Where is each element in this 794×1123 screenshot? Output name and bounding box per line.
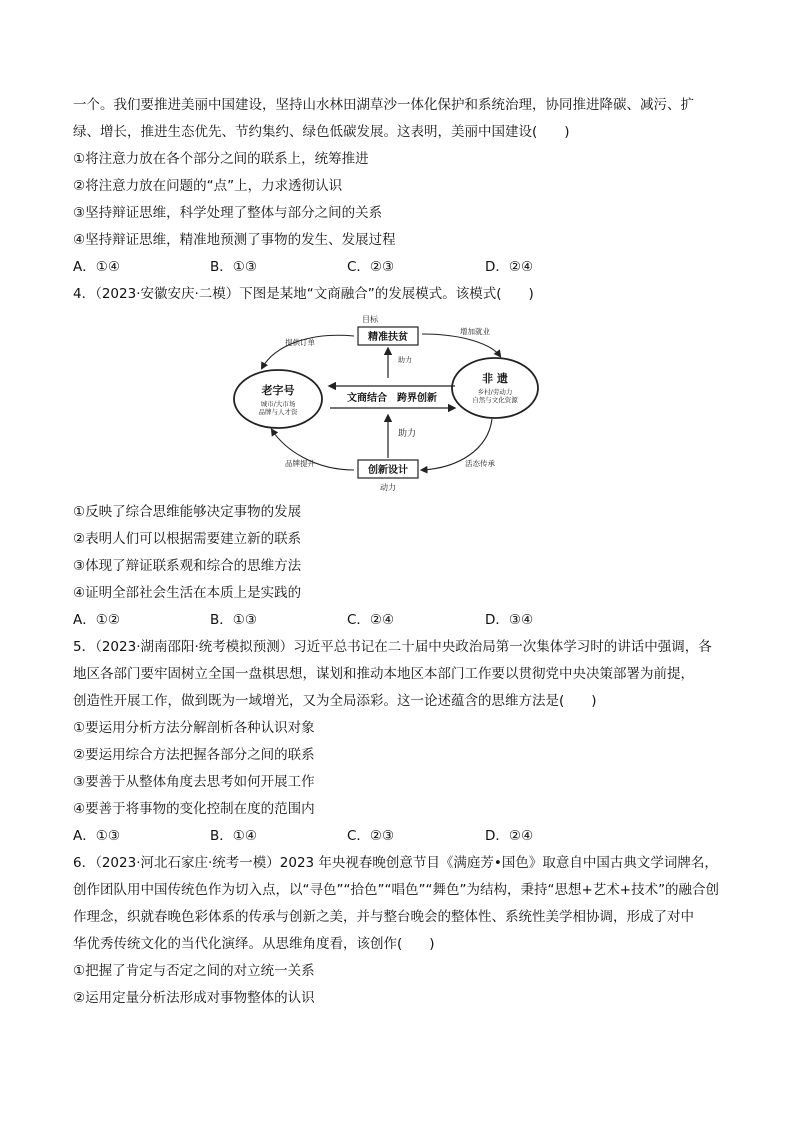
q5-option-b[interactable]: B．①④ [210,828,257,844]
diagram-top-label: 目标 [362,315,378,324]
q4-diagram [230,310,560,495]
q3-statement-2: ②将注意力放在问题的“点”上，力求透彻认识 [73,178,343,194]
diagram-left-sub2: 品牌与人才资 [258,408,298,416]
q6-stem-line-2: 创作团队用中国传统色作为切入点，以“寻色”“拾色”“唱色”“舞色”为结构，秉持“思想+艺术+技术”的融合创 [73,882,720,898]
diagram-left-ellipse [234,370,322,428]
q5-stem-line-2: 地区各部门要牢固树立全国一盘棋思想，谋划和推动本地区本部门工作要以贯彻党中央决策部署为前提， [73,666,694,682]
diagram-lower-arrow-label: 助力 [398,429,417,439]
q4-statement-1: ①反映了综合思维能够决定事物的发展 [73,504,302,520]
q6-statement-2: ②运用定量分析法形成对事物整体的认识 [73,990,315,1006]
q6-stem-line-4: 华优秀传统文化的当代化演绎。从思维角度看，该创作( ) [73,936,435,952]
q4-statement-2: ②表明人们可以根据需要建立新的联系 [73,531,302,547]
q3-statement-1: ①将注意力放在各个部分之间的联系上，统筹推进 [73,151,369,167]
diagram-center-text: 文商结合 跨界创新 [347,393,437,404]
diagram-right-sub1: 乡村/劳动力 [477,388,513,396]
diagram-label-br: 活态传承 [465,459,495,468]
diagram-label-bl: 品牌提升 [285,459,315,468]
q5-option-c[interactable]: C．②③ [347,828,395,844]
q6-stem-line-1: 6．（2023·河北石家庄·统考一模）2023 年央视春晚创意节目《满庭芳•国色》取意自中国古典文学词牌名， [73,855,718,871]
q3-stem-line-2: 绿、增长，推进生态优先、节约集约、绿色低碳发展。这表明，美丽中国建设( ) [73,124,570,140]
diagram-bottom-box-text: 创新设计 [368,465,408,476]
q4-option-b[interactable]: B．①③ [210,612,257,628]
diagram-label-tr: 增加就业 [460,327,490,336]
q4-statement-4: ④证明全部社会生活在本质上是实践的 [73,585,302,601]
diagram-label-tl: 提供订单 [285,338,315,347]
q5-stem-line-1: 5．（2023·湖南邵阳·统考模拟预测）习近平总书记在二十届中央政治局第一次集体学习时的讲话中强调，各 [73,639,712,655]
q3-option-c[interactable]: C．②③ [347,259,395,275]
q3-option-b[interactable]: B．①③ [210,259,257,275]
q3-stem-line-1: 一个。我们要推进美丽中国建设，坚持山水林田湖草沙一体化保护和系统治理，协同推进降碳、减污、扩 [73,97,694,113]
q3-statement-4: ④坚持辩证思维，精准地预测了事物的发生、发展过程 [73,232,396,248]
diagram-left-sub1: 城市/大市场 [260,400,296,408]
q5-stem-line-3: 创造性开展工作，做到既为一域增光，又为全局添彩。这一论述蕴含的思维方法是( ) [73,693,597,709]
diagram-right-title: 非 遗 [482,372,508,385]
q5-statement-2: ②要运用综合方法把握各部分之间的联系 [73,747,315,763]
diagram-bottom-label: 动力 [380,483,396,492]
q4-stem: 4．（2023·安徽安庆·二模）下图是某地“文商融合”的发展模式。该模式( ) [73,286,534,302]
q5-statement-4: ④要善于将事物的变化控制在度的范围内 [73,801,315,817]
q6-statement-1: ①把握了肯定与否定之间的对立统一关系 [73,963,315,979]
q4-option-d[interactable]: D．③④ [485,612,534,628]
q3-option-a[interactable]: A．①④ [73,259,120,275]
q4-option-c[interactable]: C．②④ [347,612,395,628]
diagram-top-box-text: 精准扶贫 [368,332,408,343]
q3-statement-3: ③坚持辩证思维，科学处理了整体与部分之间的关系 [73,205,383,221]
q4-statement-3: ③体现了辩证联系观和综合的思维方法 [73,558,302,574]
q5-option-d[interactable]: D．②④ [485,828,534,844]
q6-stem-line-3: 作理念，织就春晚色彩体系的传承与创新之美，并与整台晚会的整体性、系统性美学相协调，形成了对中 [73,909,694,925]
q5-statement-1: ①要运用分析方法分解剖析各种认识对象 [73,720,315,736]
q5-statement-3: ③要善于从整体角度去思考如何开展工作 [73,774,315,790]
q4-option-a[interactable]: A．①② [73,612,120,628]
q3-option-d[interactable]: D．②④ [485,259,534,275]
diagram-right-sub2: 自然与文化资源 [472,396,518,404]
diagram-upper-arrow-label: 助力 [398,356,412,364]
diagram-left-title: 老字号 [261,384,295,397]
q5-option-a[interactable]: A．①③ [73,828,120,844]
